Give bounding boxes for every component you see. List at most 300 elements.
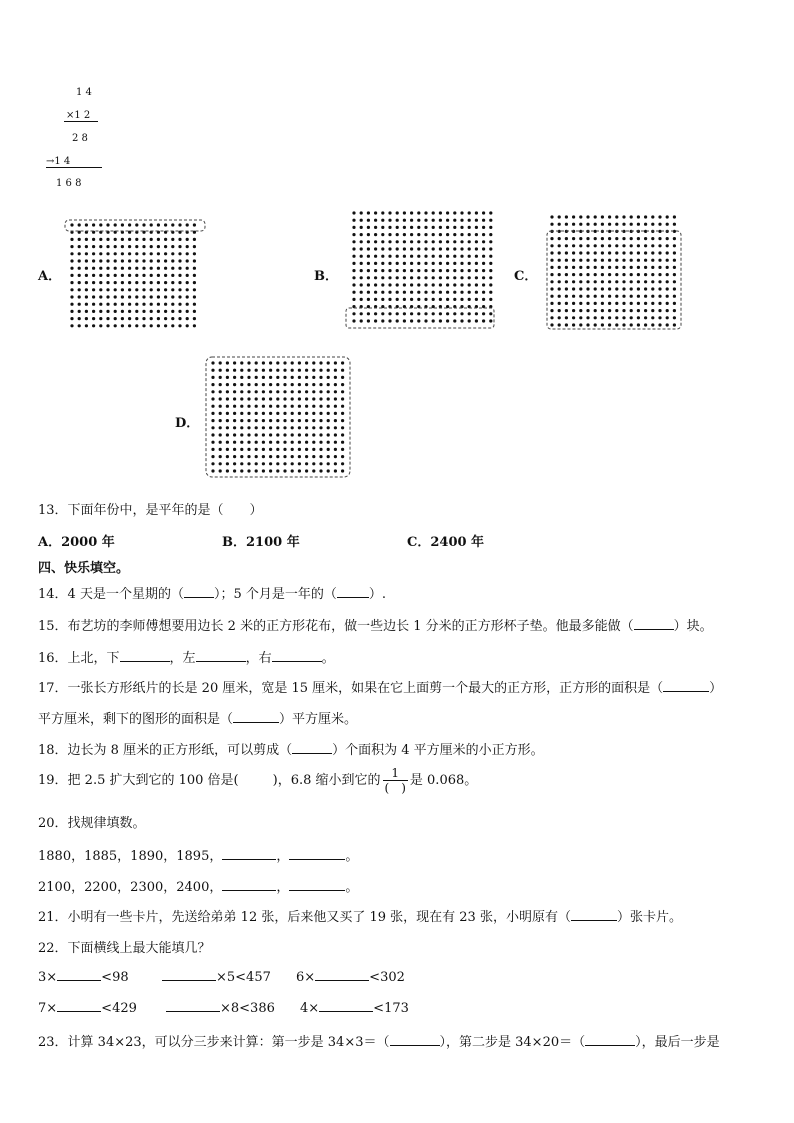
grid-dot bbox=[78, 303, 81, 306]
grid-dot bbox=[240, 412, 243, 415]
grid-dot bbox=[312, 448, 315, 451]
mult-row-3: 2 8 bbox=[72, 133, 88, 144]
grid-dot bbox=[178, 310, 181, 313]
grid-dot bbox=[319, 405, 322, 408]
grid-dot bbox=[644, 280, 647, 283]
grid-dot bbox=[446, 298, 449, 301]
grid-dot bbox=[651, 223, 654, 226]
grid-dot bbox=[439, 312, 442, 315]
grid-dot bbox=[381, 219, 384, 222]
grid-dot bbox=[374, 219, 377, 222]
grid-dot bbox=[78, 245, 81, 248]
grid-dot bbox=[352, 298, 355, 301]
grid-dot bbox=[247, 448, 250, 451]
q18-blank[interactable] bbox=[292, 741, 332, 754]
grid-dot bbox=[269, 448, 272, 451]
q14-blank-2[interactable] bbox=[337, 585, 369, 598]
grid-dot bbox=[396, 211, 399, 214]
grid-dot bbox=[615, 244, 618, 247]
grid-dot bbox=[128, 288, 131, 291]
grid-dot bbox=[475, 262, 478, 265]
grid-dot bbox=[572, 316, 575, 319]
grid-dot bbox=[99, 245, 102, 248]
grid-dot bbox=[219, 383, 222, 386]
q20-seq-1-blank-1[interactable] bbox=[222, 847, 276, 860]
grid-dot bbox=[171, 259, 174, 262]
grid-dot bbox=[468, 291, 471, 294]
grid-dot bbox=[85, 252, 88, 255]
grid-dot bbox=[352, 283, 355, 286]
grid-dot bbox=[439, 283, 442, 286]
grid-dot bbox=[586, 280, 589, 283]
grid-dot bbox=[637, 302, 640, 305]
grid-dot bbox=[424, 291, 427, 294]
grid-dot bbox=[396, 233, 399, 236]
grid-dot bbox=[637, 280, 640, 283]
q13-option-a[interactable]: A．2000 年 bbox=[38, 535, 115, 550]
grid-dot bbox=[608, 266, 611, 269]
grid-dot bbox=[622, 223, 625, 226]
grid-dot bbox=[247, 376, 250, 379]
grid-dot bbox=[622, 273, 625, 276]
grid-dot bbox=[360, 255, 363, 258]
grid-dot bbox=[142, 303, 145, 306]
grid-dot bbox=[334, 433, 337, 436]
grid-dot bbox=[396, 291, 399, 294]
grid-dot bbox=[70, 324, 73, 327]
grid-dot bbox=[99, 274, 102, 277]
grid-dot bbox=[70, 223, 73, 226]
grid-dot bbox=[388, 298, 391, 301]
grid-dot bbox=[658, 251, 661, 254]
grid-dot bbox=[334, 426, 337, 429]
grid-dot bbox=[305, 426, 308, 429]
grid-dot bbox=[186, 223, 189, 226]
q22-r2b-post: ×8<386 bbox=[220, 1001, 275, 1016]
grid-dot bbox=[468, 240, 471, 243]
grid-dot bbox=[630, 215, 633, 218]
q14 bbox=[38, 583, 386, 602]
grid-dot bbox=[211, 376, 214, 379]
grid-dot bbox=[341, 383, 344, 386]
q20-seq-2-blank-2[interactable] bbox=[289, 878, 345, 891]
option-a-dot-grid[interactable] bbox=[64, 218, 209, 333]
grid-dot bbox=[579, 302, 582, 305]
grid-dot bbox=[283, 426, 286, 429]
grid-dot bbox=[319, 397, 322, 400]
grid-dot bbox=[460, 211, 463, 214]
grid-dot bbox=[586, 287, 589, 290]
q21-blank[interactable] bbox=[571, 908, 617, 921]
option-b-dot-grid[interactable] bbox=[344, 208, 499, 332]
q16 bbox=[38, 647, 335, 666]
grid-dot bbox=[558, 215, 561, 218]
grid-dot bbox=[233, 390, 236, 393]
grid-dot bbox=[178, 317, 181, 320]
grid-dot bbox=[565, 323, 568, 326]
grid-dot bbox=[453, 211, 456, 214]
grid-dot bbox=[352, 233, 355, 236]
grid-dot bbox=[550, 237, 553, 240]
q14-blank-1[interactable] bbox=[184, 585, 214, 598]
grid-dot bbox=[615, 259, 618, 262]
q16-blank-1[interactable] bbox=[120, 649, 170, 662]
grid-dot bbox=[255, 441, 258, 444]
grid-dot bbox=[114, 288, 117, 291]
grid-dot bbox=[579, 237, 582, 240]
q22-r1a-blank[interactable] bbox=[57, 968, 101, 981]
grid-dot bbox=[673, 259, 676, 262]
grid-dot bbox=[327, 412, 330, 415]
grid-dot bbox=[651, 323, 654, 326]
grid-dot bbox=[99, 317, 102, 320]
grid-dot bbox=[276, 469, 279, 472]
grid-dot bbox=[341, 412, 344, 415]
grid-dot bbox=[489, 319, 492, 322]
grid-dot bbox=[99, 310, 102, 313]
grid-dot bbox=[178, 267, 181, 270]
grid-dot bbox=[468, 276, 471, 279]
q19-fraction-denominator[interactable]: ( ) bbox=[384, 781, 406, 795]
grid-dot bbox=[164, 259, 167, 262]
grid-dot bbox=[572, 244, 575, 247]
grid-dot bbox=[247, 390, 250, 393]
grid-dot bbox=[489, 269, 492, 272]
grid-dot bbox=[673, 287, 676, 290]
grid-dot bbox=[150, 281, 153, 284]
grid-dot bbox=[92, 267, 95, 270]
q22-r2b-blank[interactable] bbox=[166, 999, 220, 1012]
grid-dot bbox=[460, 291, 463, 294]
grid-dot bbox=[475, 233, 478, 236]
grid-dot bbox=[460, 283, 463, 286]
grid-dot bbox=[142, 288, 145, 291]
grid-dot bbox=[666, 309, 669, 312]
grid-dot bbox=[367, 291, 370, 294]
grid-dot bbox=[269, 361, 272, 364]
grid-dot bbox=[78, 324, 81, 327]
grid-dot bbox=[673, 302, 676, 305]
grid-dot bbox=[374, 240, 377, 243]
grid-dot bbox=[157, 238, 160, 241]
grid-dot bbox=[219, 448, 222, 451]
grid-dot bbox=[417, 226, 420, 229]
grid-dot bbox=[586, 244, 589, 247]
grid-dot bbox=[121, 259, 124, 262]
grid-dot bbox=[276, 361, 279, 364]
q23-blank-1[interactable] bbox=[390, 1033, 440, 1046]
grid-dot bbox=[226, 469, 229, 472]
grid-dot bbox=[594, 259, 597, 262]
grid-dot bbox=[186, 252, 189, 255]
grid-dot bbox=[193, 310, 196, 313]
grid-dot bbox=[226, 361, 229, 364]
grid-dot bbox=[157, 324, 160, 327]
grid-dot bbox=[262, 390, 265, 393]
option-d-dot-grid[interactable] bbox=[204, 355, 354, 481]
grid-dot bbox=[651, 215, 654, 218]
grid-dot bbox=[388, 255, 391, 258]
grid-dot bbox=[291, 405, 294, 408]
grid-dot bbox=[193, 274, 196, 277]
grid-dot bbox=[240, 405, 243, 408]
grid-dot bbox=[453, 219, 456, 222]
grid-dot bbox=[70, 245, 73, 248]
grid-dot bbox=[92, 281, 95, 284]
grid-dot bbox=[298, 426, 301, 429]
grid-dot bbox=[388, 319, 391, 322]
grid-dot bbox=[432, 240, 435, 243]
grid-dot bbox=[468, 319, 471, 322]
grid-dot bbox=[565, 287, 568, 290]
grid-dot bbox=[157, 281, 160, 284]
grid-dot bbox=[262, 361, 265, 364]
grid-dot bbox=[586, 237, 589, 240]
grid-dot bbox=[615, 316, 618, 319]
grid-dot bbox=[565, 237, 568, 240]
grid-dot bbox=[630, 287, 633, 290]
grid-dot bbox=[247, 469, 250, 472]
grid-dot bbox=[608, 215, 611, 218]
grid-dot bbox=[305, 361, 308, 364]
grid-dot bbox=[579, 316, 582, 319]
grid-dot bbox=[262, 376, 265, 379]
grid-dot bbox=[608, 287, 611, 290]
grid-dot bbox=[396, 319, 399, 322]
grid-dot bbox=[410, 291, 413, 294]
grid-dot bbox=[85, 281, 88, 284]
grid-dot bbox=[150, 238, 153, 241]
grid-dot bbox=[644, 309, 647, 312]
grid-dot bbox=[319, 369, 322, 372]
q16-blank-3[interactable] bbox=[272, 649, 322, 662]
grid-dot bbox=[666, 287, 669, 290]
grid-dot bbox=[410, 247, 413, 250]
q23-part1: 23．计算 34×23，可以分三步来计算：第一步是 34×3＝（ bbox=[38, 1035, 390, 1050]
q15-blank[interactable] bbox=[634, 617, 674, 630]
grid-dot bbox=[283, 376, 286, 379]
grid-dot bbox=[334, 448, 337, 451]
grid-dot bbox=[453, 276, 456, 279]
grid-dot bbox=[186, 245, 189, 248]
grid-dot bbox=[673, 223, 676, 226]
grid-dot bbox=[305, 441, 308, 444]
grid-dot bbox=[114, 267, 117, 270]
grid-dot bbox=[276, 390, 279, 393]
grid-dot bbox=[558, 259, 561, 262]
grid-dot bbox=[637, 244, 640, 247]
grid-dot bbox=[70, 288, 73, 291]
q18 bbox=[38, 739, 544, 758]
grid-dot bbox=[193, 245, 196, 248]
grid-dot bbox=[453, 291, 456, 294]
grid-dot bbox=[622, 309, 625, 312]
q23-blank-2[interactable] bbox=[585, 1033, 635, 1046]
grid-dot bbox=[211, 441, 214, 444]
grid-dot bbox=[255, 369, 258, 372]
grid-dot bbox=[432, 233, 435, 236]
grid-dot bbox=[403, 219, 406, 222]
grid-dot bbox=[482, 276, 485, 279]
grid-dot bbox=[150, 303, 153, 306]
grid-dot bbox=[78, 288, 81, 291]
grid-dot bbox=[396, 255, 399, 258]
q20-seq-2-blank-1[interactable] bbox=[222, 878, 276, 891]
grid-dot bbox=[673, 237, 676, 240]
grid-dot bbox=[164, 295, 167, 298]
grid-dot bbox=[298, 448, 301, 451]
grid-dot bbox=[327, 397, 330, 400]
grid-dot bbox=[312, 369, 315, 372]
grid-dot bbox=[558, 280, 561, 283]
grid-dot bbox=[608, 302, 611, 305]
grid-dot bbox=[262, 383, 265, 386]
option-c-dot-grid[interactable] bbox=[545, 211, 685, 333]
grid-dot bbox=[171, 288, 174, 291]
grid-dot bbox=[381, 262, 384, 265]
grid-dot bbox=[226, 369, 229, 372]
grid-dot bbox=[579, 223, 582, 226]
grid-dot bbox=[360, 233, 363, 236]
grid-dot bbox=[403, 247, 406, 250]
grid-dot bbox=[164, 252, 167, 255]
q22-row-2c bbox=[300, 999, 409, 1016]
grid-dot bbox=[255, 383, 258, 386]
q16-blank-2[interactable] bbox=[196, 649, 246, 662]
q22-r2a-blank[interactable] bbox=[57, 999, 101, 1012]
grid-dot bbox=[403, 269, 406, 272]
grid-dot bbox=[269, 383, 272, 386]
grid-dot bbox=[186, 295, 189, 298]
grid-dot bbox=[291, 412, 294, 415]
grid-dot bbox=[157, 274, 160, 277]
grid-dot bbox=[565, 273, 568, 276]
grid-dot bbox=[579, 244, 582, 247]
grid-dot bbox=[374, 262, 377, 265]
grid-dot bbox=[233, 455, 236, 458]
grid-dot bbox=[283, 469, 286, 472]
grid-dot bbox=[565, 251, 568, 254]
grid-dot bbox=[572, 251, 575, 254]
grid-dot bbox=[608, 237, 611, 240]
grid-dot bbox=[403, 276, 406, 279]
grid-dot bbox=[327, 405, 330, 408]
grid-dot bbox=[475, 276, 478, 279]
grid-dot bbox=[658, 287, 661, 290]
grid-dot bbox=[432, 298, 435, 301]
grid-dot bbox=[327, 419, 330, 422]
grid-dot bbox=[608, 280, 611, 283]
grid-dot bbox=[276, 426, 279, 429]
grid-dot bbox=[114, 295, 117, 298]
grid-dot bbox=[468, 233, 471, 236]
grid-dot bbox=[360, 312, 363, 315]
grid-dot bbox=[388, 276, 391, 279]
grid-dot bbox=[482, 269, 485, 272]
grid-dot bbox=[305, 390, 308, 393]
q17-blank-1[interactable] bbox=[663, 679, 709, 692]
grid-dot bbox=[644, 266, 647, 269]
grid-dot bbox=[550, 273, 553, 276]
grid-dot bbox=[341, 369, 344, 372]
grid-dot bbox=[319, 448, 322, 451]
grid-dot bbox=[644, 273, 647, 276]
grid-dot bbox=[381, 276, 384, 279]
grid-dot bbox=[240, 376, 243, 379]
grid-dot bbox=[410, 283, 413, 286]
grid-dot bbox=[439, 219, 442, 222]
q23 bbox=[38, 1031, 720, 1050]
grid-dot bbox=[630, 309, 633, 312]
grid-dot bbox=[247, 419, 250, 422]
q20-seq-1-blank-2[interactable] bbox=[289, 847, 345, 860]
grid-dot bbox=[319, 469, 322, 472]
grid-dot bbox=[291, 441, 294, 444]
grid-dot bbox=[178, 303, 181, 306]
q19-fraction-numerator: 1 bbox=[383, 766, 408, 781]
grid-dot bbox=[121, 288, 124, 291]
grid-dot bbox=[70, 303, 73, 306]
grid-dot bbox=[432, 226, 435, 229]
grid-dot bbox=[269, 376, 272, 379]
grid-dot bbox=[211, 405, 214, 408]
grid-dot bbox=[106, 317, 109, 320]
grid-dot bbox=[341, 448, 344, 451]
grid-dot bbox=[360, 240, 363, 243]
option-a-label: A． bbox=[38, 269, 62, 284]
grid-dot bbox=[327, 361, 330, 364]
grid-dot bbox=[164, 317, 167, 320]
grid-dot bbox=[319, 462, 322, 465]
q13-option-c[interactable]: C．2400 年 bbox=[407, 535, 485, 550]
grid-dot bbox=[121, 303, 124, 306]
q14-part2: ）；5 个月是一年的（ bbox=[213, 587, 337, 602]
grid-dot bbox=[186, 259, 189, 262]
grid-dot bbox=[327, 426, 330, 429]
q20-seq-1 bbox=[38, 845, 358, 864]
grid-dot bbox=[367, 255, 370, 258]
grid-dot bbox=[247, 462, 250, 465]
grid-dot bbox=[193, 288, 196, 291]
grid-dot bbox=[276, 376, 279, 379]
q19-fraction[interactable] bbox=[383, 766, 408, 795]
grid-dot bbox=[291, 369, 294, 372]
q17-blank-2[interactable] bbox=[233, 710, 279, 723]
grid-dot bbox=[367, 276, 370, 279]
grid-dot bbox=[193, 303, 196, 306]
grid-dot bbox=[283, 419, 286, 422]
grid-dot bbox=[594, 316, 597, 319]
grid-dot bbox=[305, 433, 308, 436]
grid-dot bbox=[269, 390, 272, 393]
grid-dot bbox=[269, 412, 272, 415]
grid-dot bbox=[482, 291, 485, 294]
grid-dot bbox=[666, 302, 669, 305]
grid-dot bbox=[164, 310, 167, 313]
q22-r1b-blank[interactable] bbox=[162, 968, 216, 981]
grid-dot bbox=[446, 291, 449, 294]
q22-r2c-blank[interactable] bbox=[319, 999, 373, 1012]
grid-dot bbox=[565, 316, 568, 319]
grid-dot bbox=[193, 223, 196, 226]
q13-option-b[interactable]: B．2100 年 bbox=[222, 535, 300, 550]
q22-r1c-blank[interactable] bbox=[315, 968, 369, 981]
grid-dot bbox=[211, 469, 214, 472]
grid-dot bbox=[262, 419, 265, 422]
grid-dot bbox=[360, 247, 363, 250]
grid-dot bbox=[106, 281, 109, 284]
q22-row-1 bbox=[38, 968, 129, 985]
